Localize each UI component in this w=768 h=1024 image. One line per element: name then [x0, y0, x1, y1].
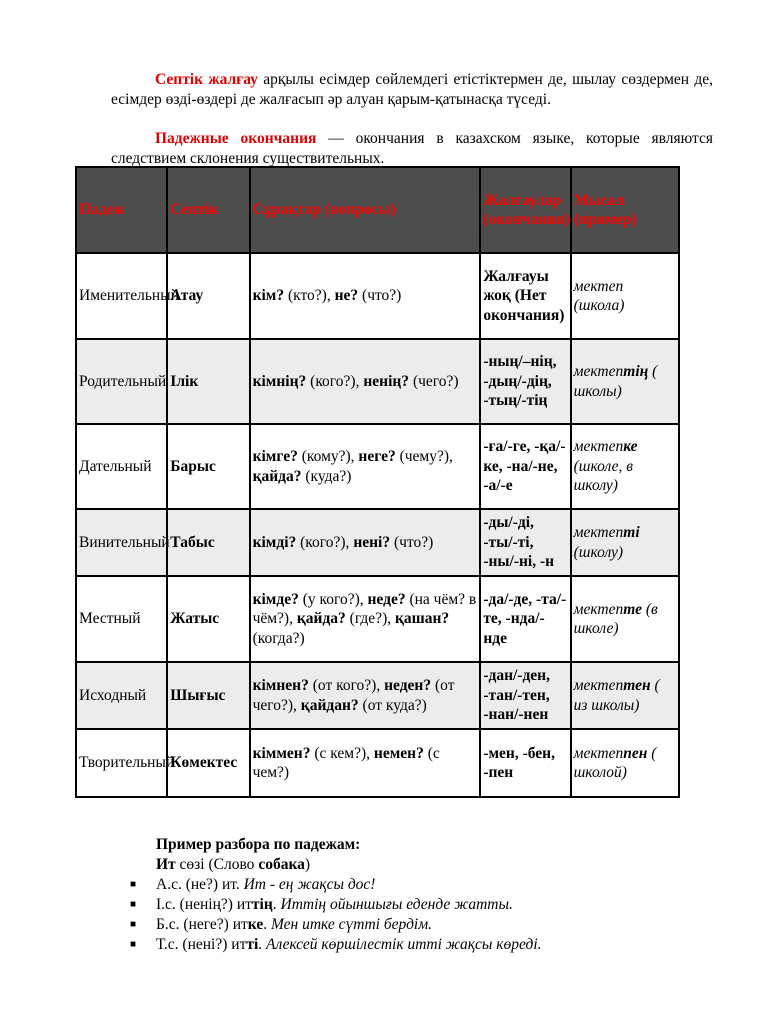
case-ru-cell: Родительный	[76, 339, 167, 424]
item-sentence: Иттің ойыншығы еденде жатты.	[280, 896, 513, 913]
question-translation: (с чем?)	[252, 744, 440, 781]
case-ru-cell: Творительный	[76, 729, 167, 797]
item-dot: .	[235, 876, 244, 893]
example-translation: ( из школы)	[573, 677, 660, 714]
kz-text: арқылы есімдер сөйлемдегі етістіктермен де, шылау сөздермен де, есімдер өзді-өздері де жалғасып әр алуан қарым-қатынасқа түседі.	[111, 71, 714, 108]
questions-cell	[250, 424, 481, 509]
table-row	[76, 509, 679, 576]
question-word: ненің?	[363, 372, 410, 390]
word-text: сөзі (Слово	[175, 856, 259, 873]
ending-cell: -да/-де, -та/-те, -нда/-нде	[480, 576, 570, 662]
header-cell: Мысал (пример)	[571, 167, 679, 253]
ending-cell: -ды/-ді, -ты/-ті, -ны/-ні, -н	[480, 509, 570, 576]
example-cell	[571, 509, 679, 576]
item-stem: ит	[236, 896, 252, 913]
item-suffix: ті	[246, 936, 259, 953]
item-dot: .	[263, 916, 271, 933]
table-header-row	[76, 167, 679, 253]
word-close: )	[304, 856, 311, 873]
question-translation: (от чего?),	[252, 677, 455, 714]
question-translation: (где?),	[345, 610, 395, 628]
example-stem: мектеп	[573, 524, 624, 541]
table-row	[76, 576, 679, 662]
case-kz-cell: Көмектес	[167, 729, 249, 797]
question-word: қайда?	[296, 610, 346, 628]
example-stem: мектеп	[573, 438, 624, 456]
item-sentence: Алексей көршілестік итті жақсы көреді.	[266, 936, 542, 953]
table-row	[76, 729, 679, 797]
header-cell: Падеж	[76, 167, 167, 253]
example-stem: мектеп	[573, 363, 624, 380]
item-suffix: тің	[251, 896, 273, 913]
ending-cell: -дан/-ден, -тан/-тен, -нан/-нен	[480, 662, 570, 729]
question-translation: (чему?),	[395, 448, 453, 465]
questions-cell	[250, 509, 481, 576]
ending-cell: -ның/–нің, -дың/-дің, -тың/-тің	[480, 339, 570, 424]
item-suffix: ке	[247, 916, 264, 933]
bullet-icon: ■	[130, 919, 137, 930]
cases-table	[75, 166, 680, 798]
example-stem: мектеп	[573, 744, 624, 762]
example-translation: (школа)	[573, 297, 625, 314]
question-word: неден?	[384, 677, 432, 694]
case-ru-cell: Дательный	[76, 424, 167, 509]
example-stem: мектеп	[573, 600, 624, 618]
example-cell	[571, 253, 679, 339]
question-translation: (кто?),	[284, 287, 335, 305]
example-list	[130, 875, 542, 955]
header-cell: Жалғаулар (окончания)	[480, 167, 570, 253]
ending-cell: Жалғауы жоқ (Нет окончания)	[480, 253, 570, 339]
question-word: кім?	[252, 287, 285, 305]
case-kz-cell: Атау	[167, 253, 249, 339]
bullet-icon: ■	[130, 879, 137, 890]
ending-cell: -мен, -бен, -пен	[480, 729, 570, 797]
question-word: қайда?	[252, 467, 302, 485]
question-translation: (кого?),	[306, 372, 364, 390]
example-stem: мектеп	[573, 277, 624, 295]
bullet-icon: ■	[130, 899, 137, 910]
question-translation: (что?)	[358, 287, 402, 305]
item-prefix: Б.с. (неге?)	[156, 916, 233, 933]
header-cell: Сұрақтар (вопросы)	[250, 167, 481, 253]
question-translation: (у кого?),	[298, 590, 368, 608]
question-translation: (на чём? в чём?),	[252, 590, 477, 628]
item-dot: .	[272, 896, 281, 913]
question-translation: (что?)	[390, 533, 434, 551]
case-kz-cell: Табыс	[167, 509, 249, 576]
item-sentence: Ит - ең жақсы дос!	[243, 876, 376, 893]
case-ru-cell: Винительный	[76, 509, 167, 576]
table-row	[76, 662, 679, 729]
question-word: нені?	[353, 533, 391, 551]
item-sentence: Мен итке сүтті бердім.	[270, 916, 433, 933]
question-word: кімнің?	[252, 372, 307, 390]
example-title: Пример разбора по падежам:	[156, 836, 361, 853]
question-translation: (куда?)	[301, 467, 352, 485]
questions-cell	[250, 576, 481, 662]
question-word: немен?	[373, 744, 424, 762]
example-suffix: тің	[623, 363, 649, 380]
word-ru: собака	[258, 856, 305, 873]
example-suffix: пен	[623, 744, 648, 762]
intro-ru-paragraph	[111, 129, 713, 169]
case-kz-cell: Шығыс	[167, 662, 249, 729]
table-row	[76, 339, 679, 424]
header-cell: Септік	[167, 167, 249, 253]
list-item	[130, 895, 542, 915]
question-word: не?	[334, 287, 359, 305]
table-row	[76, 253, 679, 339]
example-translation: ( школы)	[573, 363, 658, 400]
list-item	[130, 915, 542, 935]
question-translation: (от куда?)	[358, 696, 427, 714]
bullet-icon: ■	[130, 939, 137, 950]
kz-term: Септік жалғау	[155, 71, 258, 88]
question-word: кімнен?	[252, 677, 309, 694]
item-stem: ит	[221, 876, 236, 893]
table-row	[76, 424, 679, 509]
item-stem: ит	[232, 916, 248, 933]
question-word: кімді?	[252, 533, 297, 551]
question-translation: (от кого?),	[308, 677, 385, 694]
questions-cell	[250, 253, 481, 339]
question-translation: (кому?),	[297, 448, 359, 465]
questions-cell	[250, 729, 481, 797]
question-translation: (чего?)	[409, 372, 459, 390]
intro-kz-paragraph	[111, 70, 713, 110]
example-cell	[571, 339, 679, 424]
question-translation: (с кем?),	[310, 744, 374, 762]
question-word: қайдан?	[300, 696, 359, 714]
ru-term: Падежные окончания	[155, 130, 317, 147]
item-prefix: А.с. (не?)	[156, 876, 222, 893]
list-item	[130, 875, 542, 895]
question-word: неде?	[367, 590, 406, 608]
case-kz-cell: Ілік	[167, 339, 249, 424]
ru-text: — окончания в казахском языке, которые являются следствием склонения существительных.	[111, 130, 713, 167]
question-word: кімде?	[252, 590, 299, 608]
item-dot: .	[258, 936, 267, 953]
case-ru-cell: Именительный	[76, 253, 167, 339]
question-word: кіммен?	[252, 744, 311, 762]
item-prefix: І.с. (ненің?)	[156, 896, 237, 913]
case-ru-cell: Местный	[76, 576, 167, 662]
example-cell	[571, 424, 679, 509]
example-suffix: ке	[623, 438, 638, 456]
questions-cell	[250, 339, 481, 424]
example-suffix: тен	[623, 677, 651, 694]
example-suffix: те	[623, 600, 642, 618]
example-translation: (школе, в школу)	[573, 457, 633, 495]
example-translation: (в школе)	[573, 600, 658, 637]
example-suffix: ті	[623, 524, 640, 541]
case-kz-cell: Жатыс	[167, 576, 249, 662]
word-bold: Ит	[156, 856, 176, 873]
questions-cell	[250, 662, 481, 729]
ending-cell: -ға/-ге, -қа/-ке, -на/-не, -а/-е	[480, 424, 570, 509]
item-stem: ит	[231, 936, 247, 953]
example-translation: ( школой)	[573, 744, 657, 781]
example-word	[130, 855, 542, 875]
case-ru-cell: Исходный	[76, 662, 167, 729]
question-translation: (кого?),	[296, 533, 354, 551]
table-body	[76, 253, 679, 797]
example-cell	[571, 662, 679, 729]
example-cell	[571, 576, 679, 662]
question-translation: (когда?)	[252, 629, 305, 647]
example-stem: мектеп	[573, 677, 624, 694]
question-word: қашан?	[394, 610, 450, 628]
case-kz-cell: Барыс	[167, 424, 249, 509]
item-prefix: Т.с. (нені?)	[156, 936, 232, 953]
question-word: кімге?	[252, 448, 298, 465]
example-cell	[571, 729, 679, 797]
list-item	[130, 935, 542, 955]
example-section	[130, 835, 542, 955]
question-word: неге?	[358, 448, 396, 465]
example-translation: (школу)	[573, 543, 624, 561]
